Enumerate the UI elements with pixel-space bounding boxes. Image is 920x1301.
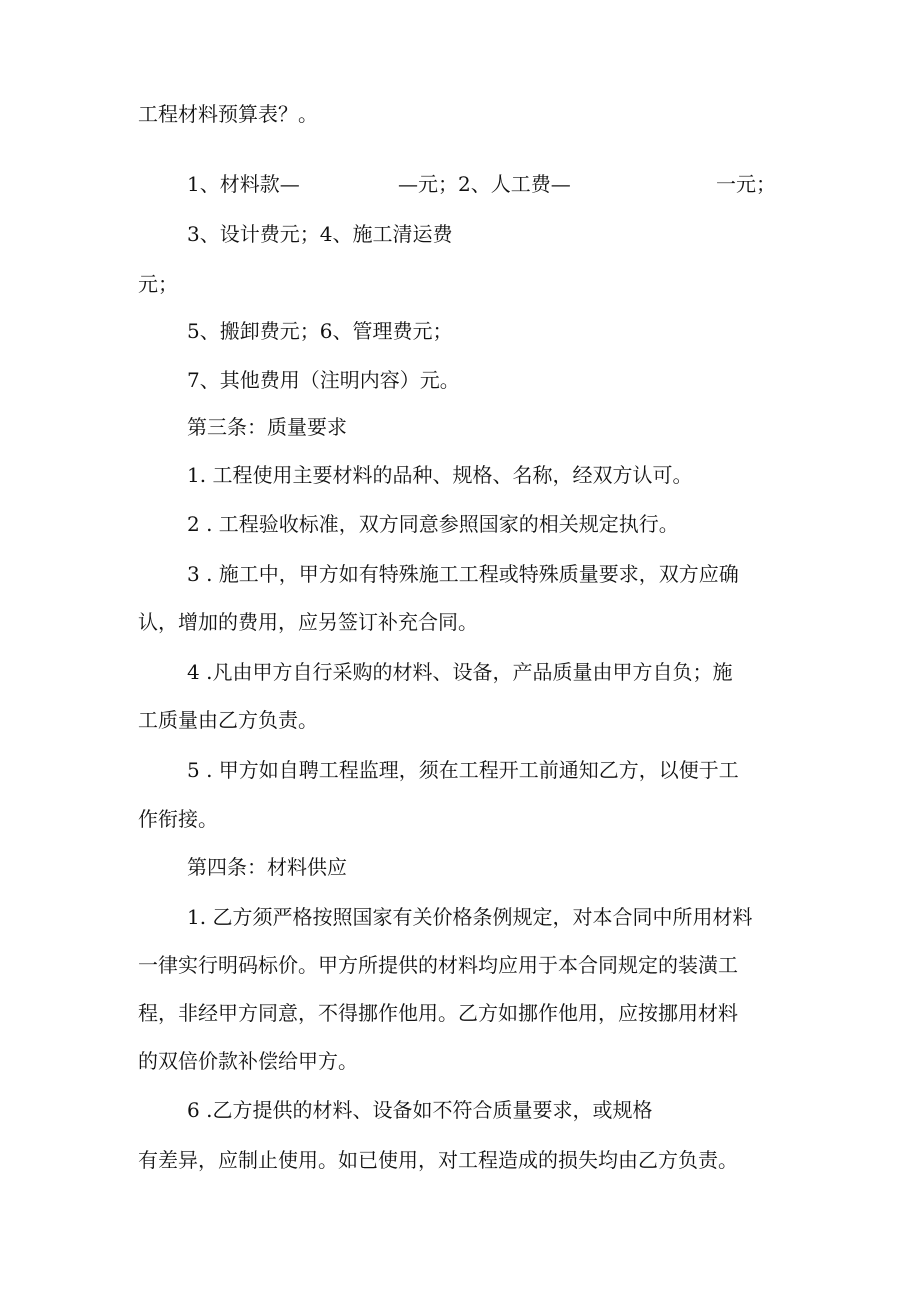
section-heading: 第四条：材料供应 <box>187 855 347 879</box>
text-line: 1. 乙方须严格按照国家有关价格条例规定，对本合同中所用材料 <box>187 905 753 929</box>
text-line: 3、设计费元；4、施工清运费 <box>187 222 453 246</box>
text-line: 一元； <box>716 172 776 196</box>
text-line: 6 .乙方提供的材料、设备如不符合质量要求，或规格 <box>187 1098 653 1122</box>
text-line: 4 .凡由甲方自行采购的材料、设备，产品质量由甲方自负；施 <box>187 660 733 684</box>
text-line: 5 . 甲方如自聘工程监理，须在工程开工前通知乙方，以便于工 <box>187 758 739 782</box>
text-line: 有差异，应制止使用。如已使用，对工程造成的损失均由乙方负责。 <box>138 1148 738 1172</box>
text-line: 7、其他费用（注明内容）元。 <box>187 368 460 392</box>
text-line: 5、搬卸费元；6、管理费元； <box>187 319 453 343</box>
text-line: 元； <box>138 272 178 296</box>
text-line: 一律实行明码标价。甲方所提供的材料均应用于本合同规定的装潢工 <box>138 953 738 977</box>
text-line: 程，非经甲方同意，不得挪作他用。乙方如挪作他用，应按挪用材料 <box>138 1001 738 1025</box>
text-line: —元；2、人工费— <box>398 172 571 196</box>
text-line: 认，增加的费用，应另签订补充合同。 <box>138 610 478 634</box>
text-line: 作衔接。 <box>138 807 218 831</box>
text-line: 2 . 工程验收标准，双方同意参照国家的相关规定执行。 <box>187 512 679 536</box>
text-line: 工程材料预算表？。 <box>138 102 318 126</box>
section-heading: 第三条：质量要求 <box>187 415 347 439</box>
text-line: 工质量由乙方负责。 <box>138 708 318 732</box>
text-line: 1、材料款— <box>187 172 300 196</box>
text-line: 1. 工程使用主要材料的品种、规格、名称，经双方认可。 <box>187 463 693 487</box>
text-line: 3 . 施工中，甲方如有特殊施工工程或特殊质量要求，双方应确 <box>187 562 739 586</box>
text-line: 的双倍价款补偿给甲方。 <box>138 1049 358 1073</box>
